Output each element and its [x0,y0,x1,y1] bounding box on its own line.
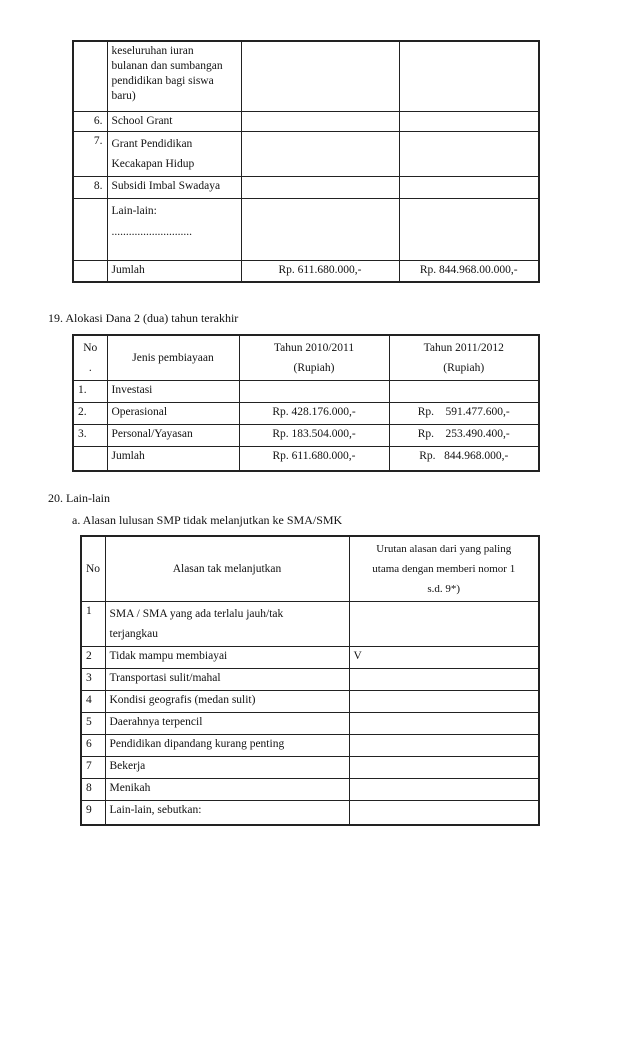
financing-type: Operasional [107,403,239,425]
row-number: 7 [81,757,105,779]
amount-2010: Rp. 428.176.000,- [239,403,389,425]
row-number: 3 [81,669,105,691]
reason-text: SMA / SMA yang ada terlalu jauh/tak terjangkau [105,602,349,647]
reason-rank [349,757,539,779]
total-label: Jumlah [107,447,239,471]
reason-text: Menikah [105,779,349,801]
reason-rank [349,691,539,713]
table-row [81,735,539,757]
total-year-1: Rp. 611.680.000,- [241,260,399,282]
financing-type: Personal/Yayasan [107,425,239,447]
table-row [81,669,539,691]
table-row [73,198,539,260]
row-number [73,198,107,260]
header-urutan: Urutan alasan dari yang paling utama dengan memberi nomor 1 s.d. 9*) [349,536,539,602]
fund-allocation-table [72,334,540,472]
table-row [81,801,539,825]
funding-source-name: Subsidi Imbal Swadaya [107,176,241,198]
amount-year-1 [241,131,399,176]
row-number: 6 [81,735,105,757]
table-row-total [73,260,539,282]
reason-text: Pendidikan dipandang kurang penting [105,735,349,757]
funding-source-name: Lain-lain: ............................ [107,198,241,260]
amount-year-2 [399,198,539,260]
table-row-total [73,447,539,471]
table-row [81,647,539,669]
section-19-heading: 19. Alokasi Dana 2 (dua) tahun terakhir [48,311,239,325]
table-row [73,41,539,111]
table-row [73,381,539,403]
amount-year-2 [399,131,539,176]
amount-year-1 [241,111,399,131]
row-number: 9 [81,801,105,825]
amount-year-2 [399,111,539,131]
funding-source-name: keseluruhan iuran bulanan dan sumbangan pendidikan bagi siswa baru) [107,41,241,111]
reason-text: Daerahnya terpencil [105,713,349,735]
table-row [73,403,539,425]
financing-type: Investasi [107,381,239,403]
header-alasan: Alasan tak melanjutkan [105,536,349,602]
funding-source-name: School Grant [107,111,241,131]
amount-year-1 [241,198,399,260]
row-number: 8. [73,176,107,198]
table-header-row [73,335,539,381]
row-number [73,260,107,282]
header-year-2010: Tahun 2010/2011 (Rupiah) [239,335,389,381]
reason-text: Kondisi geografis (medan sulit) [105,691,349,713]
table-row [73,425,539,447]
row-number: 3. [73,425,107,447]
reason-rank [349,713,539,735]
row-number: 8 [81,779,105,801]
amount-year-1 [241,176,399,198]
table-row [81,757,539,779]
funding-source-name: Grant Pendidikan Kecakapan Hidup [107,131,241,176]
amount-year-2 [399,41,539,111]
reason-text: Transportasi sulit/mahal [105,669,349,691]
amount-2011 [389,381,539,403]
reason-rank [349,801,539,825]
table-row [73,176,539,198]
table-row [81,713,539,735]
header-no: No [81,536,105,602]
reason-rank [349,669,539,691]
table-row [81,691,539,713]
amount-2011: Rp. 253.490.400,- [389,425,539,447]
total-2011: Rp. 844.968.000,- [389,447,539,471]
table-row [73,111,539,131]
section-20-heading: 20. Lain-lain [48,491,110,505]
header-jenis-pembiayaan: Jenis pembiayaan [107,335,239,381]
header-no: No . [73,335,107,381]
total-label: Jumlah [107,260,241,282]
reason-rank: V [349,647,539,669]
reason-text: Lain-lain, sebutkan: [105,801,349,825]
funding-sources-table [72,40,540,283]
reasons-table [80,535,540,826]
reason-rank [349,735,539,757]
amount-year-1 [241,41,399,111]
amount-year-2 [399,176,539,198]
amount-2010: Rp. 183.504.000,- [239,425,389,447]
amount-2011: Rp. 591.477.600,- [389,403,539,425]
amount-2010 [239,381,389,403]
row-number: 2. [73,403,107,425]
table-row [81,779,539,801]
row-number: 1 [81,602,105,647]
reason-text: Tidak mampu membiayai [105,647,349,669]
row-number: 1. [73,381,107,403]
table-header-row [81,536,539,602]
header-year-2011: Tahun 2011/2012 (Rupiah) [389,335,539,381]
total-year-2: Rp. 844.968.00.000,- [399,260,539,282]
total-2010: Rp. 611.680.000,- [239,447,389,471]
row-number: 4 [81,691,105,713]
section-20a-heading: a. Alasan lulusan SMP tidak melanjutkan ke SMA/SMK [72,513,343,527]
row-number: 2 [81,647,105,669]
row-number: 7. [73,131,107,176]
reason-rank [349,602,539,647]
reason-rank [349,779,539,801]
reason-text: Bekerja [105,757,349,779]
row-number [73,41,107,111]
table-row [73,131,539,176]
row-number: 6. [73,111,107,131]
row-number: 5 [81,713,105,735]
table-row [81,602,539,647]
row-number [73,447,107,471]
